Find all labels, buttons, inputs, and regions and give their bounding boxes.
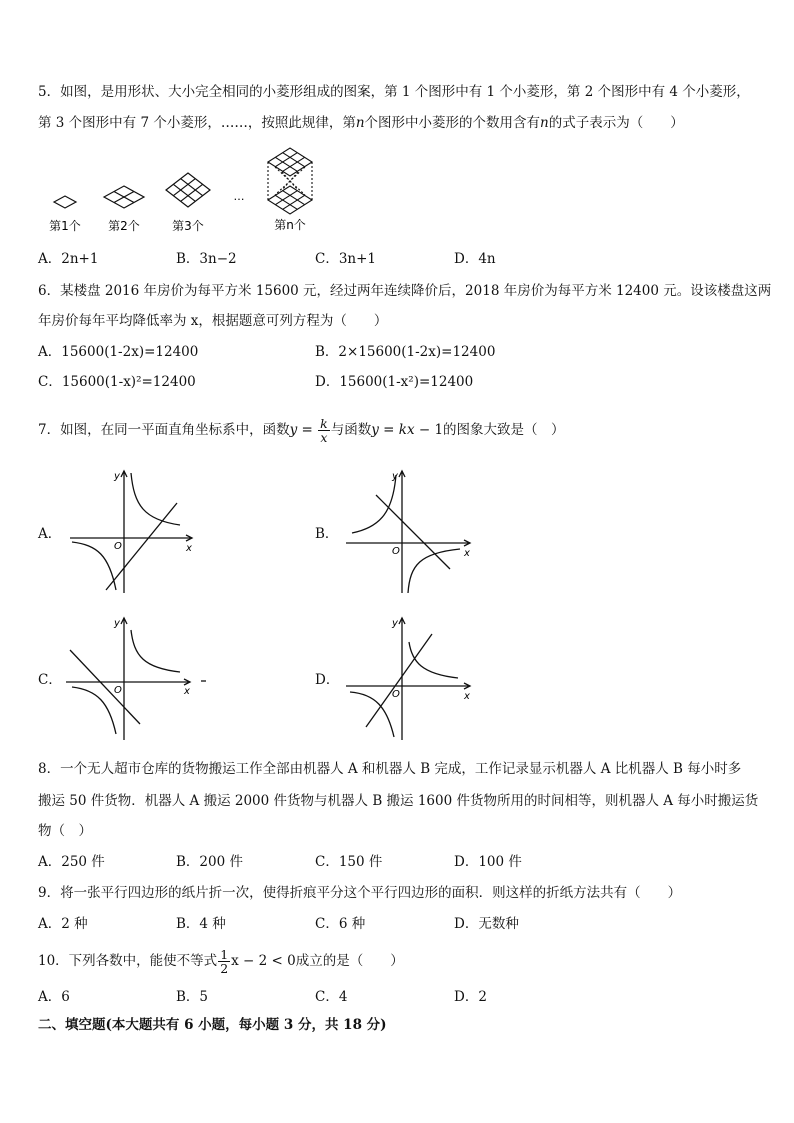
q7b-x-label: x xyxy=(464,548,470,559)
q7-graph-d[interactable] xyxy=(340,612,480,742)
q7-option-d[interactable]: D． xyxy=(315,672,340,688)
q8-option-a[interactable]: A．250 件 xyxy=(38,854,105,870)
q7c-origin: O xyxy=(114,685,122,696)
q8-stem-line2: 搬运 50 件货物．机器人 A 搬运 2000 件货物与机器人 B 搬运 1600 件货物所用的时间相等，则机器人 A 每小时搬运货 xyxy=(38,793,759,809)
q5-stem-line1: 5．如图，是用形状、大小完全相同的小菱形组成的图案，第 1 个图形中有 1 个小菱形，第 2 个图形中有 4 个小菱形， xyxy=(38,84,750,100)
q7c-y-label: y xyxy=(114,618,120,629)
q5-fig-ellipsis: … xyxy=(233,190,245,203)
q8-stem-line3: 物（ ） xyxy=(38,823,92,839)
q7a-x-label: x xyxy=(186,543,192,554)
q10-option-d[interactable]: D．2 xyxy=(454,989,487,1005)
q7d-y-label: y xyxy=(392,618,398,629)
q5-fig-label-3: 第3个 xyxy=(172,219,204,233)
q7-graph-c[interactable] xyxy=(62,612,212,742)
q5-fig-label-n: 第n个 xyxy=(274,218,306,232)
q7-option-c[interactable]: C． xyxy=(38,672,62,688)
section-2-title: 二、填空题(本大题共有 6 小题，每小题 3 分，共 18 分) xyxy=(38,1017,387,1033)
q5-option-a[interactable]: A．2n+1 xyxy=(38,251,99,267)
q6-option-b[interactable]: B．2×15600(1-2x)=12400 xyxy=(315,344,496,360)
q9-option-c[interactable]: C．6 种 xyxy=(315,916,366,932)
q6-option-a[interactable]: A．15600(1-2x)=12400 xyxy=(38,344,199,360)
q5-stem-line2: 第 3 个图形中有 7 个小菱形，……，按照此规律，第n个图形中小菱形的个数用含有n的式子表示为（ ） xyxy=(38,115,684,131)
q5-option-d[interactable]: D．4n xyxy=(454,251,496,267)
q7b-y-label: y xyxy=(392,471,398,482)
q9-stem: 9．将一张平行四边形的纸片折一次，使得折痕平分这个平行四边形的面积．则这样的折纸方法共有（ ） xyxy=(38,885,682,901)
q6-stem-line1: 6．某楼盘 2016 年房价为每平方米 15600 元，经过两年连续降价后，2018 年房价为每平方米 12400 元。设该楼盘这两 xyxy=(38,283,772,299)
q7b-origin: O xyxy=(392,546,400,557)
q7-graph-a[interactable] xyxy=(62,465,202,595)
q5-option-b[interactable]: B．3n−2 xyxy=(176,251,237,267)
q10-option-a[interactable]: A．6 xyxy=(38,989,70,1005)
q9-option-d[interactable]: D．无数种 xyxy=(454,916,519,932)
q7d-origin: O xyxy=(392,689,400,700)
q9-option-b[interactable]: B．4 种 xyxy=(176,916,226,932)
q5-fig-label-1: 第1个 xyxy=(49,219,81,233)
q7a-origin: O xyxy=(114,541,122,552)
q10-fraction: $\frac{1}{2}$ xyxy=(220,947,229,976)
q5-rhombus-figure xyxy=(38,140,338,240)
q10-option-b[interactable]: B．5 xyxy=(176,989,209,1005)
q6-option-d[interactable]: D．15600(1-x²)=12400 xyxy=(315,374,474,390)
q7-fraction: $\frac{k}{x}$ xyxy=(320,416,328,445)
q7-option-a[interactable]: A． xyxy=(38,526,62,542)
q8-stem-line1: 8．一个无人超市仓库的货物搬运工作全部由机器人 A 和机器人 B 完成，工作记录显示机器人 A 比机器人 B 每小时多 xyxy=(38,761,742,777)
q7-option-b[interactable]: B． xyxy=(315,526,339,542)
q7d-x-label: x xyxy=(464,691,470,702)
q10-option-c[interactable]: C．4 xyxy=(315,989,348,1005)
q8-option-c[interactable]: C．150 件 xyxy=(315,854,383,870)
q8-option-b[interactable]: B．200 件 xyxy=(176,854,243,870)
q7-graph-b[interactable] xyxy=(340,465,480,595)
q7-stem: 7．如图，在同一平面直角坐标系中，函数y = $\frac{k}{x}$ 与函数y = kx − 1的图象大致是（ ） xyxy=(38,416,565,445)
q10-stem: 10．下列各数中，能使不等式 $\frac{1}{2}$ x − 2 < 0成立的是（ ） xyxy=(38,947,404,976)
q5-fig-label-2: 第2个 xyxy=(108,219,140,233)
q6-option-c[interactable]: C．15600(1-x)²=12400 xyxy=(38,374,196,390)
q9-option-a[interactable]: A．2 种 xyxy=(38,916,88,932)
q6-stem-line2: 年房价每年平均降低率为 x，根据题意可列方程为（ ） xyxy=(38,313,388,329)
q7c-x-label: x xyxy=(184,686,190,697)
q5-option-c[interactable]: C．3n+1 xyxy=(315,251,377,267)
q7a-y-label: y xyxy=(114,471,120,482)
q8-option-d[interactable]: D．100 件 xyxy=(454,854,522,870)
